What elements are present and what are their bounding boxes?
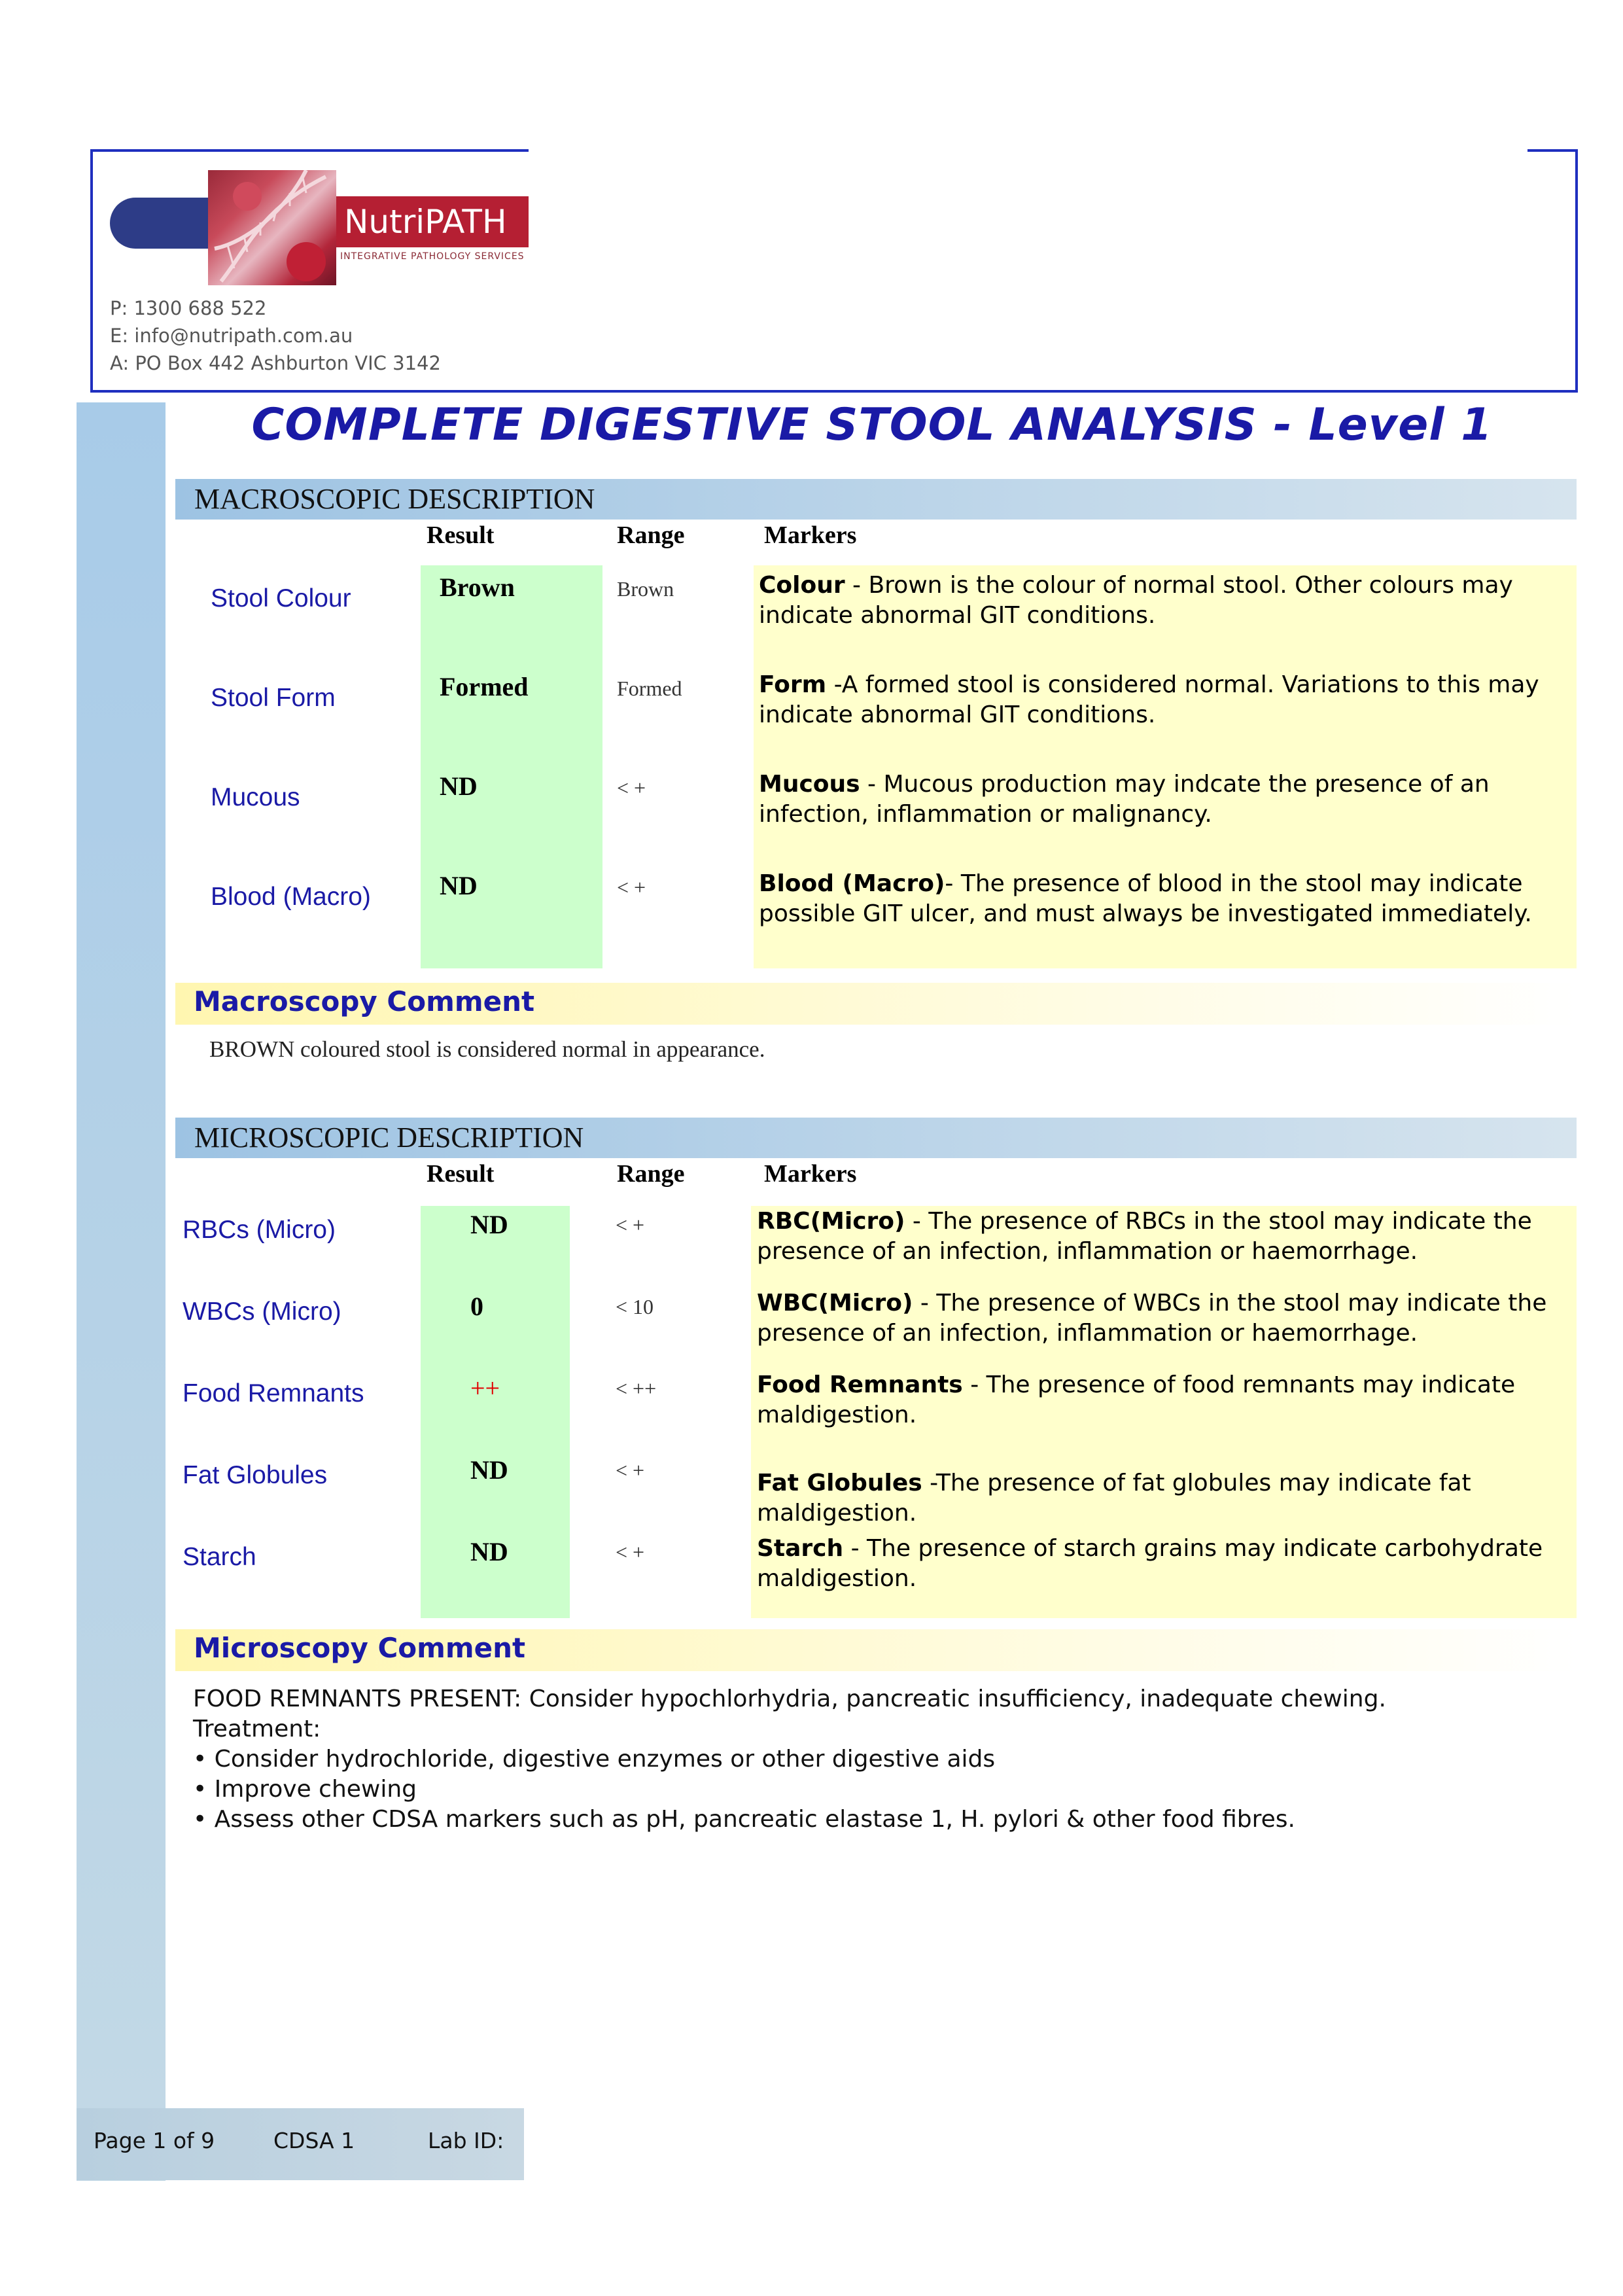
micro-marker-rbcs	[757, 1207, 1568, 1267]
marker-title: WBC(Micro)	[757, 1290, 913, 1316]
micro-label-rbcs: RBCs (Micro)	[183, 1216, 336, 1244]
micro-range-food-remnants: < ++	[616, 1377, 657, 1400]
macro-label-blood: Blood (Macro)	[211, 883, 371, 911]
micro-marker-fat-globules	[757, 1468, 1568, 1528]
report-title: COMPLETE DIGESTIVE STOOL ANALYSIS - Level 1	[251, 399, 1493, 451]
micro-label-fat-globules: Fat Globules	[183, 1461, 328, 1489]
micro-result-starch: ND	[470, 1537, 508, 1566]
micro-section-title: MICROSCOPIC DESCRIPTION	[194, 1122, 584, 1154]
marker-text: - The presence of food remnants may indicate maldigestion.	[757, 1371, 1516, 1428]
macro-range-stool-colour: Brown	[617, 577, 674, 601]
micro-marker-wbcs	[757, 1288, 1568, 1349]
footer-page-number: Page 1 of 9	[94, 2128, 215, 2153]
macro-marker-mucous	[759, 769, 1557, 830]
macro-result-column	[421, 565, 602, 968]
macro-range-mucous: < +	[617, 776, 646, 800]
macro-marker-blood	[759, 869, 1557, 929]
header-border-top-right	[1527, 149, 1578, 152]
logo-brand-name: NutriPATH	[336, 196, 529, 247]
micro-range-starch: < +	[616, 1540, 645, 1564]
logo-dna-image	[208, 170, 336, 285]
macro-result-blood: ND	[440, 871, 478, 900]
micro-label-wbcs: WBCs (Micro)	[183, 1298, 341, 1326]
micro-marker-food-remnants	[757, 1370, 1568, 1430]
macro-result-mucous: ND	[440, 771, 478, 801]
marker-text: - The presence of RBCs in the stool may indicate the presence of an infection, inflammation or haemorrhage.	[757, 1208, 1532, 1265]
marker-text: -The presence of fat globules may indicate fat maldigestion.	[757, 1470, 1471, 1527]
micro-range-wbcs: < 10	[616, 1295, 654, 1318]
micro-comment-title: Microscopy Comment	[194, 1632, 526, 1664]
macro-range-stool-form: Formed	[617, 677, 682, 700]
macro-section-title: MACROSCOPIC DESCRIPTION	[194, 483, 595, 515]
macro-label-stool-form: Stool Form	[211, 684, 336, 712]
micro-result-wbcs: 0	[470, 1292, 483, 1321]
micro-marker-starch	[757, 1534, 1568, 1594]
macro-marker-stool-colour	[759, 571, 1557, 631]
marker-text: - Mucous production may indcate the presence of an infection, inflammation or malignancy.	[759, 771, 1490, 828]
marker-text: - Brown is the colour of normal stool. Other colours may indicate abnormal GIT conditions.	[759, 572, 1513, 629]
left-sidebar-bar	[77, 402, 166, 2181]
comment-line: • Consider hydrochloride, digestive enzymes or other digestive aids	[193, 1746, 996, 1773]
header-border-top-left	[90, 149, 529, 152]
micro-col-result: Result	[427, 1160, 495, 1188]
marker-title: Mucous	[759, 771, 860, 798]
macro-col-range: Range	[617, 521, 685, 549]
micro-comment-text	[193, 1684, 1386, 1835]
marker-text: - The presence of starch grains may indicate carbohydrate maldigestion.	[757, 1535, 1543, 1592]
comment-line: FOOD REMNANTS PRESENT: Consider hypochlorhydria, pancreatic insufficiency, inadequate chewing.	[193, 1686, 1386, 1712]
micro-col-markers: Markers	[764, 1160, 857, 1188]
contact-email: E: info@nutripath.com.au	[110, 325, 353, 347]
marker-title: Food Remnants	[757, 1371, 963, 1398]
micro-result-fat-globules: ND	[470, 1455, 508, 1485]
micro-range-rbcs: < +	[616, 1213, 645, 1237]
micro-range-fat-globules: < +	[616, 1458, 645, 1482]
comment-line: • Improve chewing	[193, 1776, 417, 1803]
micro-result-rbcs: ND	[470, 1210, 508, 1239]
macro-range-blood: < +	[617, 875, 646, 899]
marker-text: -A formed stool is considered normal. Variations to this may indicate abnormal GIT conditions.	[759, 671, 1539, 728]
footer-report-code: CDSA 1	[273, 2128, 355, 2153]
marker-text: - The presence of blood in the stool may indicate possible GIT ulcer, and must always be investigated immediately.	[759, 870, 1532, 927]
micro-col-range: Range	[617, 1160, 685, 1188]
macro-label-stool-colour: Stool Colour	[211, 584, 351, 612]
contact-address: A: PO Box 442 Ashburton VIC 3142	[110, 352, 441, 374]
marker-text: - The presence of WBCs in the stool may indicate the presence of an infection, inflammation or haemorrhage.	[757, 1290, 1547, 1347]
footer-lab-id: Lab ID:	[428, 2128, 504, 2153]
micro-label-starch: Starch	[183, 1543, 256, 1571]
marker-title: Form	[759, 671, 827, 698]
contact-phone: P: 1300 688 522	[110, 297, 267, 319]
micro-result-food-remnants: ++	[470, 1373, 500, 1403]
macro-result-stool-colour: Brown	[440, 573, 515, 602]
macro-result-stool-form: Formed	[440, 672, 529, 701]
micro-label-food-remnants: Food Remnants	[183, 1379, 364, 1407]
logo-tagline: INTEGRATIVE PATHOLOGY SERVICES	[340, 251, 525, 262]
macro-col-markers: Markers	[764, 521, 857, 549]
comment-line: • Assess other CDSA markers such as pH, pancreatic elastase 1, H. pylori & other food fibres.	[193, 1806, 1295, 1833]
macro-comment-title: Macroscopy Comment	[194, 985, 535, 1017]
marker-title: Blood (Macro)	[759, 870, 945, 897]
macro-comment-text: BROWN coloured stool is considered normal in appearance.	[209, 1036, 765, 1062]
marker-title: Fat Globules	[757, 1470, 922, 1496]
comment-line: Treatment:	[193, 1716, 321, 1742]
marker-title: RBC(Micro)	[757, 1208, 905, 1235]
marker-title: Colour	[759, 572, 845, 599]
macro-col-result: Result	[427, 521, 495, 549]
macro-label-mucous: Mucous	[211, 783, 300, 811]
marker-title: Starch	[757, 1535, 844, 1562]
macro-marker-stool-form	[759, 670, 1557, 730]
